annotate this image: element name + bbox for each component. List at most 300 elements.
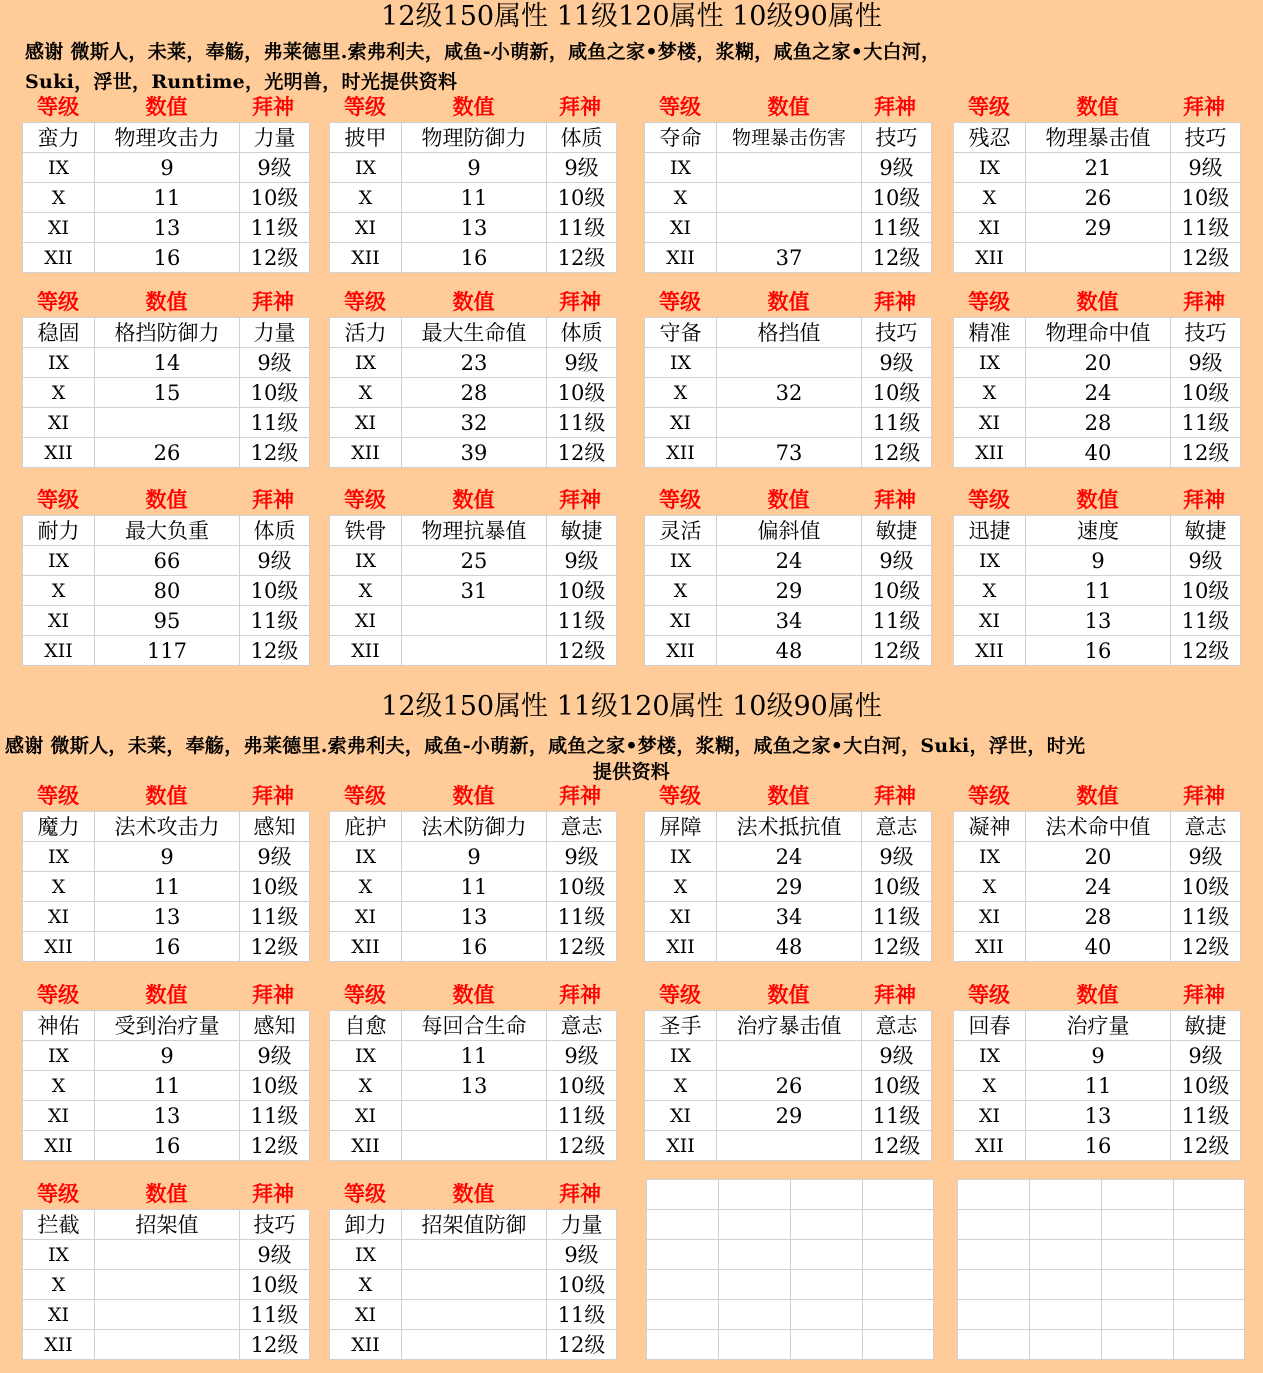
header-level: 等级 — [968, 487, 1010, 512]
rank-cell: XII — [954, 636, 1026, 666]
level-cell: 11级 — [240, 213, 310, 243]
attribute-name: 体质 — [240, 516, 310, 546]
rank-cell: X — [23, 183, 95, 213]
header-level: 等级 — [37, 982, 79, 1007]
stat-table — [22, 317, 310, 468]
level-cell: 12级 — [1171, 1131, 1241, 1161]
panel-header — [22, 94, 309, 122]
level-cell: 11级 — [1171, 1101, 1241, 1131]
rank-cell: IX — [954, 842, 1026, 872]
stat-name-row — [23, 1210, 310, 1240]
stat-panel — [22, 487, 309, 663]
value-cell: 26 — [95, 438, 240, 468]
level-cell: 9级 — [547, 546, 617, 576]
header-value: 数值 — [145, 1181, 188, 1206]
rank-cell: X — [954, 378, 1026, 408]
attribute-name: 感知 — [240, 1011, 310, 1041]
value-cell — [402, 1270, 547, 1300]
rank-cell: X — [330, 576, 402, 606]
stat-panel — [22, 94, 309, 270]
rank-cell: XI — [645, 408, 717, 438]
level-cell: 11级 — [862, 902, 932, 932]
stat-name: 法术防御力 — [402, 812, 547, 842]
header-deity: 拜神 — [559, 982, 601, 1007]
stat-panel — [644, 487, 931, 663]
table-row — [645, 153, 932, 183]
level-cell: 12级 — [547, 1330, 617, 1360]
stat-panel — [329, 982, 616, 1158]
level-cell: 9级 — [240, 546, 310, 576]
stat-name: 物理暴击伤害 — [717, 123, 862, 153]
header-level: 等级 — [659, 783, 701, 808]
level-cell: 12级 — [240, 636, 310, 666]
value-cell: 37 — [717, 243, 862, 273]
value-cell — [402, 1101, 547, 1131]
rank-cell: XI — [330, 1101, 402, 1131]
rank-cell: XII — [954, 1131, 1026, 1161]
header-deity: 拜神 — [874, 487, 916, 512]
table-row — [954, 872, 1241, 902]
stat-name: 物理命中值 — [1026, 318, 1171, 348]
header-level: 等级 — [37, 783, 79, 808]
stat-name-row — [23, 1011, 310, 1041]
panel-header — [644, 982, 931, 1010]
rank-cell: X — [645, 576, 717, 606]
value-cell: 48 — [717, 636, 862, 666]
level-cell: 9级 — [1171, 348, 1241, 378]
thanks-line: 感谢 微斯人，未莱，奉觞，弗莱德里.索弗利夫，咸鱼-小萌新，咸鱼之家•梦楼，浆糊，咸鱼之家•大白河，Suki，浮世，时光 — [5, 735, 1086, 757]
stat-name-row — [954, 123, 1241, 153]
value-cell — [717, 408, 862, 438]
rank-cell: XI — [954, 408, 1026, 438]
table-row — [954, 842, 1241, 872]
header-value: 数值 — [145, 94, 188, 119]
attribute-name: 敏捷 — [1171, 516, 1241, 546]
level-cell: 12级 — [862, 932, 932, 962]
rank-cell: IX — [23, 546, 95, 576]
table-row — [23, 1041, 310, 1071]
table-row — [645, 183, 932, 213]
value-cell: 20 — [1026, 348, 1171, 378]
value-cell — [402, 606, 547, 636]
value-cell: 13 — [95, 213, 240, 243]
level-cell: 9级 — [547, 1240, 617, 1270]
header-level: 等级 — [344, 783, 386, 808]
stat-table — [644, 515, 932, 666]
table-row — [954, 183, 1241, 213]
table-row — [645, 408, 932, 438]
stat-name: 招架值防御 — [402, 1210, 547, 1240]
attribute-name: 技巧 — [862, 318, 932, 348]
rank-cell: XI — [23, 213, 95, 243]
header-deity: 拜神 — [252, 487, 294, 512]
table-row — [330, 438, 617, 468]
header-value: 数值 — [452, 1181, 495, 1206]
level-cell: 12级 — [1171, 243, 1241, 273]
rank-cell: IX — [954, 153, 1026, 183]
header-deity: 拜神 — [252, 982, 294, 1007]
level-cell: 10级 — [862, 872, 932, 902]
table-row — [645, 1101, 932, 1131]
rank-cell: XI — [330, 213, 402, 243]
value-cell: 40 — [1026, 932, 1171, 962]
value-cell — [717, 213, 862, 243]
value-cell: 29 — [717, 872, 862, 902]
panel-header — [22, 487, 309, 515]
header-deity: 拜神 — [252, 1181, 294, 1206]
level-cell: 9级 — [862, 153, 932, 183]
value-cell: 9 — [1026, 546, 1171, 576]
value-cell: 11 — [402, 1041, 547, 1071]
stat-panel — [644, 289, 931, 465]
level-cell: 12级 — [1171, 636, 1241, 666]
section-title: 12级150属性 11级120属性 10级90属性 — [381, 691, 882, 722]
level-cell: 12级 — [547, 438, 617, 468]
stat-table — [329, 1209, 617, 1360]
table-row — [23, 1240, 310, 1270]
rank-cell: IX — [645, 546, 717, 576]
stat-panel — [953, 289, 1240, 465]
rank-cell: X — [23, 872, 95, 902]
rank-cell: IX — [330, 153, 402, 183]
table-row — [330, 1300, 617, 1330]
table-row — [645, 932, 932, 962]
value-cell — [402, 1300, 547, 1330]
table-row — [23, 1131, 310, 1161]
value-cell: 32 — [717, 378, 862, 408]
rank-cell: XII — [330, 636, 402, 666]
table-row — [954, 1041, 1241, 1071]
value-cell — [402, 636, 547, 666]
table-row — [23, 902, 310, 932]
level-cell: 9级 — [240, 348, 310, 378]
rank-cell: X — [330, 872, 402, 902]
attribute-name: 力量 — [547, 1210, 617, 1240]
table-row — [23, 1330, 310, 1360]
table-row — [330, 1071, 617, 1101]
header-level: 等级 — [344, 487, 386, 512]
value-cell: 9 — [402, 842, 547, 872]
table-row — [645, 213, 932, 243]
level-cell: 9级 — [1171, 153, 1241, 183]
value-cell: 11 — [1026, 1071, 1171, 1101]
stat-name: 每回合生命 — [402, 1011, 547, 1041]
value-cell: 28 — [1026, 408, 1171, 438]
value-cell — [95, 408, 240, 438]
rank-cell: XI — [330, 606, 402, 636]
stat-name-row — [645, 516, 932, 546]
rank-cell: IX — [330, 546, 402, 576]
table-row — [645, 872, 932, 902]
level-cell: 10级 — [547, 1270, 617, 1300]
rank-cell: XII — [954, 438, 1026, 468]
table-row — [954, 546, 1241, 576]
table-row — [330, 1270, 617, 1300]
thanks-line: 感谢 微斯人，未莱，奉觞，弗莱德里.索弗利夫，咸鱼-小萌新，咸鱼之家•梦楼，浆糊，咸鱼之家•大白河， — [25, 41, 941, 63]
rank-cell: X — [954, 183, 1026, 213]
table-row — [330, 606, 617, 636]
header-level: 等级 — [344, 289, 386, 314]
stat-name-row — [23, 516, 310, 546]
stat-name-row — [330, 318, 617, 348]
stat-name-row — [330, 516, 617, 546]
empty-grid — [957, 1179, 1245, 1360]
level-cell: 10级 — [547, 576, 617, 606]
value-cell — [95, 1240, 240, 1270]
stat-name-row — [645, 812, 932, 842]
panel-header — [329, 289, 616, 317]
stat-table — [22, 122, 310, 273]
header-deity: 拜神 — [252, 94, 294, 119]
stat-name-row — [954, 516, 1241, 546]
skill-name: 屏障 — [645, 812, 717, 842]
panel-header — [329, 1181, 616, 1209]
table-row — [23, 1270, 310, 1300]
rank-cell: XII — [23, 243, 95, 273]
table-row — [23, 932, 310, 962]
value-cell — [95, 1270, 240, 1300]
stat-name-row — [330, 1011, 617, 1041]
panel-header — [22, 289, 309, 317]
level-cell: 10级 — [862, 1071, 932, 1101]
table-row — [330, 576, 617, 606]
level-cell: 12级 — [547, 243, 617, 273]
table-row — [645, 243, 932, 273]
header-deity: 拜神 — [252, 289, 294, 314]
level-cell: 10级 — [240, 378, 310, 408]
attribute-name: 意志 — [1171, 812, 1241, 842]
table-row — [954, 438, 1241, 468]
stat-name: 招架值 — [95, 1210, 240, 1240]
value-cell: 40 — [1026, 438, 1171, 468]
header-deity: 拜神 — [1183, 487, 1225, 512]
value-cell: 9 — [95, 842, 240, 872]
value-cell: 29 — [1026, 213, 1171, 243]
value-cell: 48 — [717, 932, 862, 962]
stat-table — [644, 122, 932, 273]
table-row — [954, 213, 1241, 243]
table-row — [330, 636, 617, 666]
stat-name: 法术攻击力 — [95, 812, 240, 842]
table-row — [330, 842, 617, 872]
rank-cell: XI — [645, 213, 717, 243]
rank-cell: IX — [23, 1041, 95, 1071]
skill-name: 夺命 — [645, 123, 717, 153]
stat-table — [953, 122, 1241, 273]
rank-cell: IX — [954, 546, 1026, 576]
table-row — [954, 408, 1241, 438]
stat-panel — [22, 1181, 309, 1357]
value-cell: 28 — [1026, 902, 1171, 932]
rank-cell: X — [645, 183, 717, 213]
level-cell: 12级 — [1171, 438, 1241, 468]
rank-cell: X — [330, 1071, 402, 1101]
value-cell: 39 — [402, 438, 547, 468]
level-cell: 11级 — [862, 213, 932, 243]
table-row — [23, 606, 310, 636]
table-row — [330, 348, 617, 378]
header-value: 数值 — [452, 487, 495, 512]
attribute-name: 技巧 — [1171, 123, 1241, 153]
table-row — [330, 378, 617, 408]
value-cell: 31 — [402, 576, 547, 606]
table-row — [330, 1330, 617, 1360]
panel-header — [329, 783, 616, 811]
skill-name: 活力 — [330, 318, 402, 348]
rank-cell: XII — [330, 1330, 402, 1360]
level-cell: 11级 — [862, 1101, 932, 1131]
stat-name-row — [645, 1011, 932, 1041]
panel-header — [644, 289, 931, 317]
header-level: 等级 — [659, 94, 701, 119]
table-row — [645, 378, 932, 408]
header-value: 数值 — [767, 982, 810, 1007]
value-cell: 9 — [95, 1041, 240, 1071]
table-row — [330, 1101, 617, 1131]
rank-cell: XII — [330, 243, 402, 273]
value-cell: 24 — [1026, 872, 1171, 902]
panel-header — [22, 1181, 309, 1209]
rank-cell: XII — [330, 438, 402, 468]
rank-cell: XI — [645, 606, 717, 636]
header-deity: 拜神 — [559, 289, 601, 314]
table-row — [330, 153, 617, 183]
value-cell: 16 — [95, 1131, 240, 1161]
level-cell: 9级 — [862, 842, 932, 872]
value-cell: 16 — [402, 932, 547, 962]
table-row — [330, 183, 617, 213]
level-cell: 12级 — [1171, 932, 1241, 962]
stat-table — [329, 317, 617, 468]
attribute-name: 体质 — [547, 318, 617, 348]
value-cell: 26 — [1026, 183, 1171, 213]
table-row — [23, 1101, 310, 1131]
value-cell: 16 — [1026, 636, 1171, 666]
rank-cell: XII — [23, 932, 95, 962]
value-cell: 11 — [95, 183, 240, 213]
stat-name: 法术命中值 — [1026, 812, 1171, 842]
level-cell: 9级 — [1171, 1041, 1241, 1071]
header-level: 等级 — [659, 289, 701, 314]
value-cell: 34 — [717, 902, 862, 932]
level-cell: 10级 — [1171, 183, 1241, 213]
rank-cell: IX — [330, 1240, 402, 1270]
level-cell: 9级 — [547, 842, 617, 872]
rank-cell: XII — [954, 243, 1026, 273]
stat-table — [953, 811, 1241, 962]
level-cell: 10级 — [547, 1071, 617, 1101]
skill-name: 迅捷 — [954, 516, 1026, 546]
panel-header — [329, 487, 616, 515]
value-cell: 73 — [717, 438, 862, 468]
value-cell: 34 — [717, 606, 862, 636]
stat-name-row — [23, 318, 310, 348]
value-cell: 14 — [95, 348, 240, 378]
rank-cell: XII — [645, 636, 717, 666]
value-cell — [95, 1330, 240, 1360]
value-cell: 13 — [402, 1071, 547, 1101]
level-cell: 12级 — [547, 636, 617, 666]
header-value: 数值 — [1076, 289, 1119, 314]
header-value: 数值 — [1076, 487, 1119, 512]
panel-header — [953, 94, 1240, 122]
table-row — [330, 1041, 617, 1071]
rank-cell: XII — [645, 243, 717, 273]
stat-panel — [644, 94, 931, 270]
level-cell: 9级 — [862, 348, 932, 378]
stat-panel — [22, 783, 309, 959]
panel-header — [644, 783, 931, 811]
value-cell: 11 — [1026, 576, 1171, 606]
table-row — [23, 378, 310, 408]
stat-panel — [953, 487, 1240, 663]
section-title: 12级150属性 11级120属性 10级90属性 — [381, 1, 882, 32]
header-deity: 拜神 — [1183, 94, 1225, 119]
skill-name: 自愈 — [330, 1011, 402, 1041]
table-row — [23, 872, 310, 902]
rank-cell: X — [954, 872, 1026, 902]
stat-name: 格挡防御力 — [95, 318, 240, 348]
panel-header — [22, 783, 309, 811]
level-cell: 10级 — [862, 183, 932, 213]
level-cell: 10级 — [862, 576, 932, 606]
header-deity: 拜神 — [559, 783, 601, 808]
rank-cell: XI — [645, 1101, 717, 1131]
rank-cell: XI — [954, 1101, 1026, 1131]
value-cell: 66 — [95, 546, 240, 576]
table-row — [954, 576, 1241, 606]
rank-cell: XII — [645, 932, 717, 962]
panel-header — [953, 783, 1240, 811]
header-value: 数值 — [1076, 982, 1119, 1007]
rank-cell: XII — [330, 1131, 402, 1161]
attribute-name: 敏捷 — [547, 516, 617, 546]
value-cell: 9 — [95, 153, 240, 183]
value-cell: 80 — [95, 576, 240, 606]
table-row — [330, 213, 617, 243]
value-cell: 20 — [1026, 842, 1171, 872]
level-cell: 12级 — [240, 1131, 310, 1161]
header-value: 数值 — [767, 487, 810, 512]
rank-cell: XII — [954, 932, 1026, 962]
stat-name: 治疗暴击值 — [717, 1011, 862, 1041]
stat-table — [329, 122, 617, 273]
attribute-name: 意志 — [547, 1011, 617, 1041]
header-value: 数值 — [1076, 94, 1119, 119]
stat-table — [644, 811, 932, 962]
rank-cell: XI — [23, 606, 95, 636]
value-cell — [402, 1131, 547, 1161]
rank-cell: XII — [23, 438, 95, 468]
attribute-name: 技巧 — [240, 1210, 310, 1240]
skill-name: 残忍 — [954, 123, 1026, 153]
rank-cell: XI — [23, 1300, 95, 1330]
table-row — [954, 153, 1241, 183]
rank-cell: XII — [23, 636, 95, 666]
table-row — [23, 438, 310, 468]
panel-header — [644, 94, 931, 122]
table-row — [954, 606, 1241, 636]
stat-table — [22, 1010, 310, 1161]
panel-header — [953, 487, 1240, 515]
table-row — [23, 576, 310, 606]
level-cell: 10级 — [547, 872, 617, 902]
level-cell: 11级 — [547, 408, 617, 438]
value-cell — [717, 1041, 862, 1071]
level-cell: 11级 — [547, 606, 617, 636]
table-row — [954, 1101, 1241, 1131]
rank-cell: X — [330, 1270, 402, 1300]
